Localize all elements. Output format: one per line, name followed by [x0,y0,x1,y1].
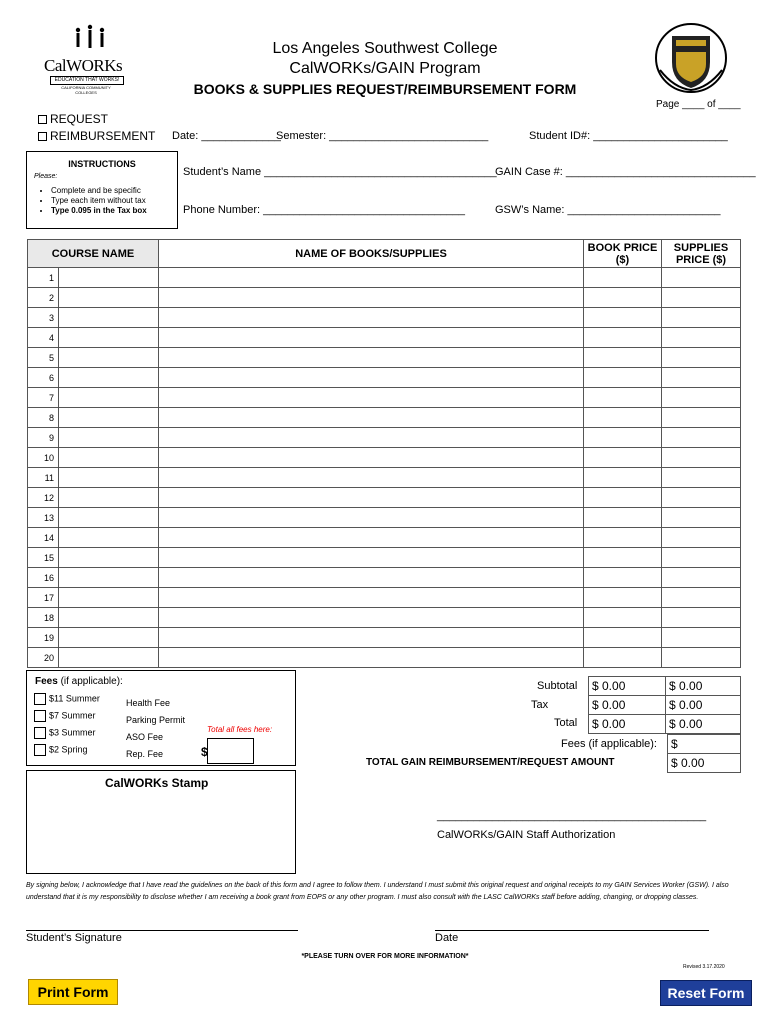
fee-checkbox[interactable] [34,693,46,705]
date-line [435,930,709,931]
subtotal-supplies[interactable]: $ 0.00 [666,677,741,696]
print-button[interactable]: Print Form [28,979,118,1005]
totals-table [588,676,741,734]
reimbursement-option[interactable] [38,129,155,143]
table-row [28,428,741,448]
fee-types [126,695,185,763]
fee-checkbox[interactable] [34,727,46,739]
table-row [28,468,741,488]
fee-label: $11 Summer [49,693,100,704]
page-indicator: Page ____ of ____ [656,99,741,110]
table-row [28,348,741,368]
course-cell[interactable] [59,608,159,628]
supplies-price-cell[interactable] [662,488,741,508]
books-cell[interactable] [159,628,584,648]
course-cell[interactable] [59,268,159,288]
book-price-cell[interactable] [584,488,662,508]
col-book-price: BOOK PRICE ($) [584,240,662,268]
books-cell[interactable] [159,488,584,508]
row-number: 19 [28,628,59,648]
turnover-note: *PLEASE TURN OVER FOR MORE INFORMATION* [301,953,469,960]
student-name-field[interactable]: Student’s Name ______________________________________ [183,166,497,178]
instruction-item: • Type each item without tax [51,196,177,206]
course-cell[interactable] [59,368,159,388]
row-number: 20 [28,648,59,668]
college-seal-icon [654,22,728,94]
supplies-price-cell[interactable] [662,608,741,628]
book-price-cell[interactable] [584,648,662,668]
table-row [28,628,741,648]
totals-right-table [667,734,741,773]
table-row [28,608,741,628]
course-cell[interactable] [59,648,159,668]
course-cell[interactable] [59,588,159,608]
stamp-box [26,770,296,874]
table-row [28,568,741,588]
course-cell[interactable] [59,308,159,328]
fees-title-suffix: (if applicable): [57,676,123,687]
form-title: BOOKS & SUPPLIES REQUEST/REIMBURSEMENT FORM [193,81,577,97]
book-price-cell[interactable] [584,588,662,608]
people-icon [70,24,110,54]
supplies-price-cell[interactable] [662,508,741,528]
total-label: Total [554,717,578,729]
course-cell[interactable] [59,328,159,348]
instruction-item: • Complete and be specific [51,186,177,196]
request-option[interactable] [38,112,108,126]
fee-option[interactable] [34,727,100,744]
books-cell[interactable] [159,448,584,468]
row-number: 18 [28,608,59,628]
fees-total-input[interactable] [207,738,254,764]
row-number: 7 [28,388,59,408]
fee-type: ASO Fee [126,732,164,742]
book-price-cell[interactable] [584,408,662,428]
book-price-cell[interactable] [584,608,662,628]
table-row [28,308,741,328]
table-row [28,388,741,408]
row-number: 11 [28,468,59,488]
row-number: 13 [28,508,59,528]
book-price-cell[interactable] [584,448,662,468]
course-cell[interactable] [59,488,159,508]
subtotal-label: Subtotal [537,680,578,692]
items-table [27,239,741,668]
books-cell[interactable] [159,408,584,428]
supplies-price-cell[interactable] [662,548,741,568]
row-number: 1 [28,268,59,288]
course-cell[interactable] [59,628,159,648]
total-book[interactable]: $ 0.00 [589,715,666,734]
course-cell[interactable] [59,428,159,448]
fee-option[interactable] [34,710,100,727]
row-number: 2 [28,288,59,308]
col-books: NAME OF BOOKS/SUPPLIES [159,240,584,268]
tax-label: Tax [531,699,549,711]
row-number: 6 [28,368,59,388]
book-price-cell[interactable] [584,468,662,488]
date-label: Date [435,932,459,944]
instructions-list [27,186,177,216]
book-price-cell[interactable] [584,328,662,348]
book-price-cell[interactable] [584,508,662,528]
revised-note: Revised 3.17.2020 [683,964,725,970]
reimbursement-checkbox[interactable] [38,132,47,141]
row-number: 10 [28,448,59,468]
course-cell[interactable] [59,468,159,488]
table-row [28,268,741,288]
gsw-name-field[interactable]: GSW’s Name: _________________________ [495,204,721,216]
row-number: 5 [28,348,59,368]
phone-field[interactable]: Phone Number: _________________________________ [183,204,465,216]
row-number: 14 [28,528,59,548]
table-row [28,648,741,668]
supplies-price-cell[interactable] [662,348,741,368]
fee-type: Rep. Fee [126,749,164,759]
table-row [28,288,741,308]
book-price-cell[interactable] [584,548,662,568]
logo-word: CalWORKs [44,56,123,75]
course-cell[interactable] [59,548,159,568]
supplies-price-cell[interactable] [662,648,741,668]
supplies-price-cell[interactable] [662,388,741,408]
supplies-price-cell[interactable] [662,528,741,548]
row-number: 8 [28,408,59,428]
calworks-logo [40,24,130,94]
supplies-price-cell[interactable] [662,288,741,308]
book-price-cell[interactable] [584,568,662,588]
grand-total-value[interactable]: $ 0.00 [668,754,741,773]
fee-checkbox[interactable] [34,744,46,756]
books-cell[interactable] [159,348,584,368]
fee-label: $7 Summer [49,710,96,721]
course-cell[interactable] [59,288,159,308]
course-cell[interactable] [59,448,159,468]
books-cell[interactable] [159,468,584,488]
books-cell[interactable] [159,328,584,348]
fees-dollar: $ [201,745,208,759]
table-row [28,408,741,428]
books-cell[interactable] [159,368,584,388]
signature-line [26,930,298,931]
book-price-cell[interactable] [584,268,662,288]
tax-book[interactable]: $ 0.00 [589,696,666,715]
book-price-cell[interactable] [584,628,662,648]
request-label: REQUEST [50,112,109,126]
fee-checkbox[interactable] [34,710,46,722]
course-cell[interactable] [59,388,159,408]
logo-strip: EDUCATION THAT WORKS! [50,76,124,85]
total-supplies[interactable]: $ 0.00 [666,715,741,734]
instruction-item: • Type 0.095 in the Tax box [51,206,177,216]
supplies-price-cell[interactable] [662,568,741,588]
auth-line: ____________________________________________ [437,810,707,822]
supplies-price-cell[interactable] [662,368,741,388]
auth-label: CalWORKs/GAIN Staff Authorization [437,829,616,841]
supplies-price-cell[interactable] [662,408,741,428]
row-number: 9 [28,428,59,448]
book-price-cell[interactable] [584,308,662,328]
legal-text: By signing below, I acknowledge that I have read the guidelines on the back of this form and I agree to follow them. I understand I must submit this original request and original receipts to my GAIN Services Worker (GSW). I also understand that it is my responsibility to disclose whether I am receiving a book grant from EOPS or any other program. I must also consult with the LASC CalWORKs staff before adding, changing, or dropping classes. [26,882,729,901]
row-number: 3 [28,308,59,328]
books-cell[interactable] [159,608,584,628]
fee-label: $2 Spring [49,744,88,755]
row-number: 16 [28,568,59,588]
book-price-cell[interactable] [584,388,662,408]
table-row [28,328,741,348]
tax-supplies[interactable]: $ 0.00 [666,696,741,715]
row-number: 4 [28,328,59,348]
table-row [28,548,741,568]
fees-total-value[interactable]: $ [668,735,741,754]
books-cell[interactable] [159,588,584,608]
student-id-field[interactable]: Student ID#: ______________________ [529,130,728,142]
logo-sub: CALIFORNIA COMMUNITY COLLEGES [61,85,111,95]
col-supplies-price: SUPPLIES PRICE ($) [662,240,741,268]
student-signature-label: Student’s Signature [26,932,122,944]
course-cell[interactable] [59,568,159,588]
instructions-title: INSTRUCTIONS [68,159,136,169]
books-cell[interactable] [159,308,584,328]
instructions-box [26,151,178,229]
course-cell[interactable] [59,408,159,428]
book-price-cell[interactable] [584,368,662,388]
course-cell[interactable] [59,348,159,368]
book-price-cell[interactable] [584,348,662,368]
books-cell[interactable] [159,268,584,288]
date-field[interactable]: Date: _____________ [172,130,281,142]
supplies-price-cell[interactable] [662,588,741,608]
stamp-title: CalWORKs Stamp [105,776,209,790]
table-row [28,528,741,548]
book-price-cell[interactable] [584,528,662,548]
books-cell[interactable] [159,428,584,448]
fees-box [26,670,296,766]
supplies-price-cell[interactable] [662,328,741,348]
books-cell[interactable] [159,648,584,668]
fee-option[interactable] [34,744,100,761]
request-checkbox[interactable] [38,115,47,124]
instructions-please: Please: [34,173,58,180]
reset-button[interactable]: Reset Form [660,980,752,1006]
grand-total-label: TOTAL GAIN REIMBURSEMENT/REQUEST AMOUNT [366,757,615,768]
semester-field[interactable]: Semester: __________________________ [276,130,489,142]
book-price-cell[interactable] [584,428,662,448]
books-cell[interactable] [159,548,584,568]
row-number: 17 [28,588,59,608]
college-name: Los Angeles Southwest College [272,40,498,57]
table-row [28,508,741,528]
fees-total-label: Total all fees here: [207,725,273,734]
gain-case-field[interactable]: GAIN Case #: _______________________________ [495,166,756,178]
table-row [28,448,741,468]
supplies-price-cell[interactable] [662,468,741,488]
course-cell[interactable] [59,508,159,528]
program-name: CalWORKs/GAIN Program [289,60,481,77]
fee-label: $3 Summer [49,727,96,738]
fee-type: Parking Permit [126,715,186,725]
book-price-cell[interactable] [584,288,662,308]
books-cell[interactable] [159,288,584,308]
fee-type: Health Fee [126,698,171,708]
fee-option[interactable] [34,693,100,710]
table-row [28,588,741,608]
supplies-price-cell[interactable] [662,448,741,468]
subtotal-book[interactable]: $ 0.00 [589,677,666,696]
course-cell[interactable] [59,528,159,548]
col-course: COURSE NAME [28,240,159,268]
table-row [28,488,741,508]
supplies-price-cell[interactable] [662,628,741,648]
row-number: 15 [28,548,59,568]
supplies-price-cell[interactable] [662,268,741,288]
books-cell[interactable] [159,388,584,408]
books-cell[interactable] [159,508,584,528]
reimbursement-label: REIMBURSEMENT [50,129,156,143]
supplies-price-cell[interactable] [662,308,741,328]
supplies-price-cell[interactable] [662,428,741,448]
books-cell[interactable] [159,568,584,588]
fees-applicable-label: Fees (if applicable): [561,738,657,750]
row-number: 12 [28,488,59,508]
fees-title: Fees [35,676,58,687]
table-row [28,368,741,388]
books-cell[interactable] [159,528,584,548]
table-header [28,240,741,268]
